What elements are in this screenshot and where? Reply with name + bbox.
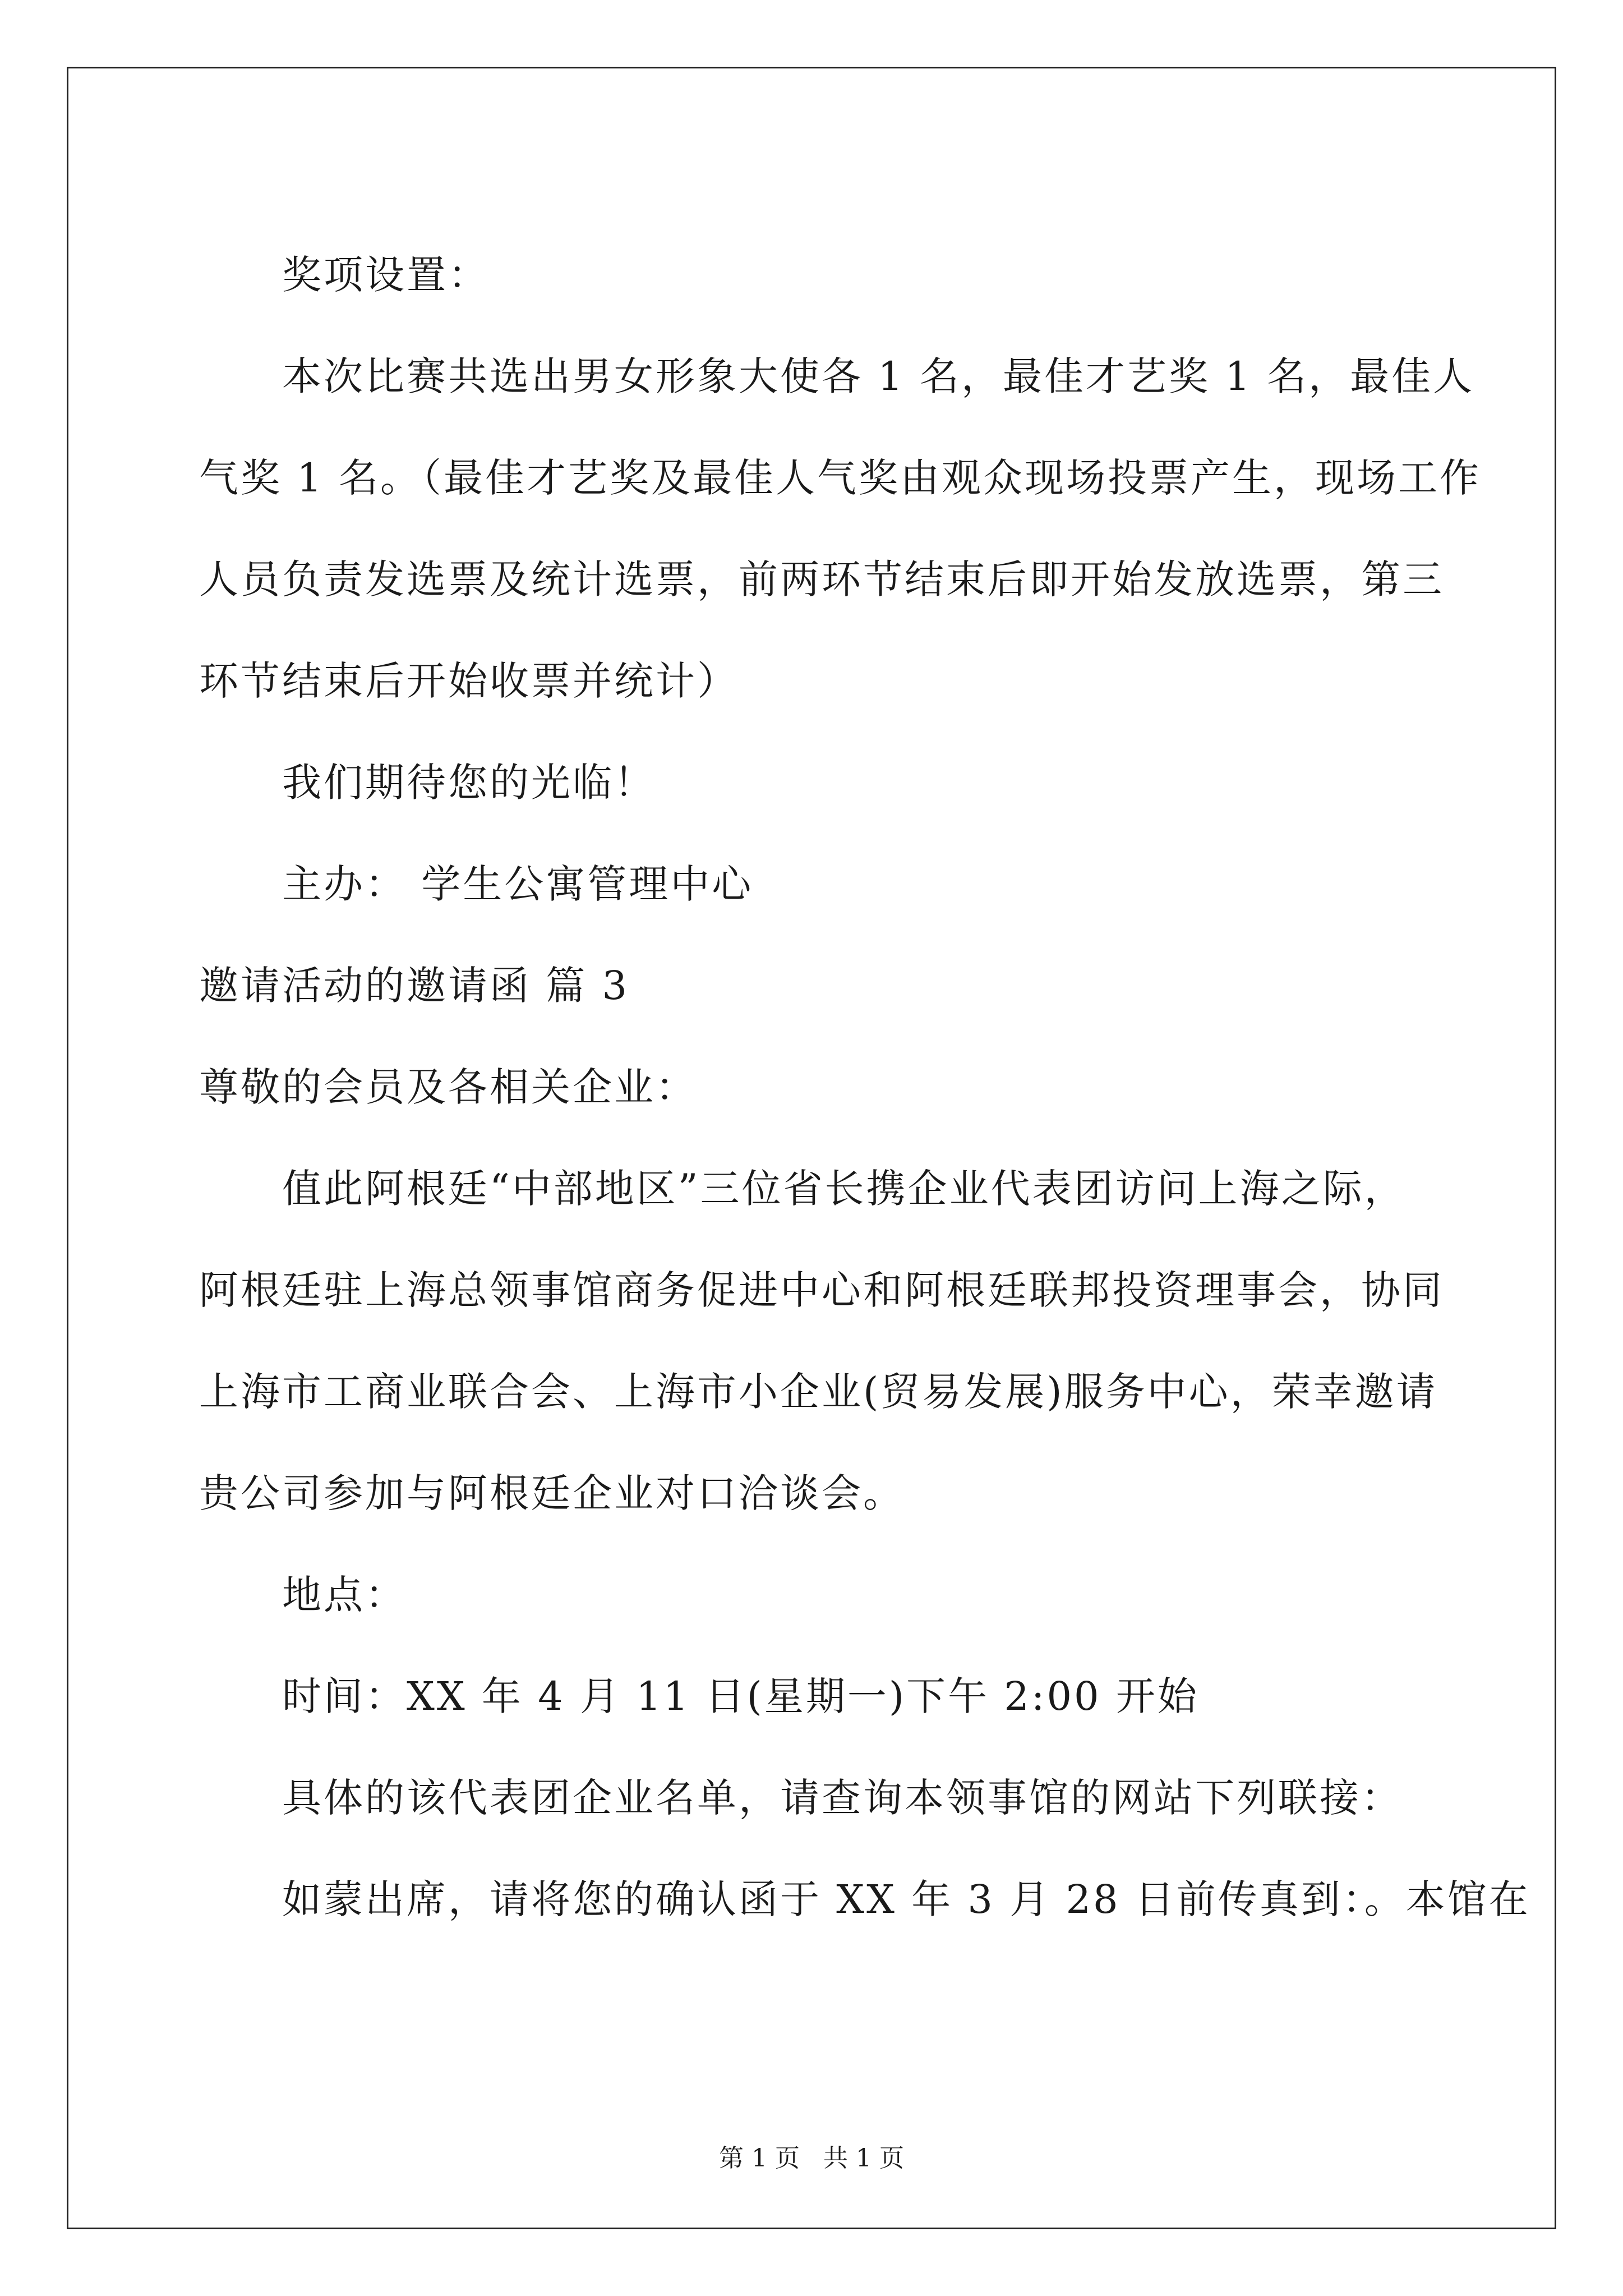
invitation-paragraph-line: 上海市工商业联合会、上海市小企业(贸易发展)服务中心，荣幸邀请 xyxy=(199,1369,1438,1415)
delegation-list-line: 具体的该代表团企业名单，请查询本领事馆的网站下列联接： xyxy=(282,1775,1403,1821)
location-line: 地点： xyxy=(282,1572,407,1618)
invitation-paragraph-line: 阿根廷驻上海总领事馆商务促进中心和阿根廷联邦投资理事会，协同 xyxy=(199,1267,1444,1313)
awards-paragraph-line: 本次比赛共选出男女形象大使各 1 名，最佳才艺奖 1 名，最佳人 xyxy=(282,353,1475,399)
time-line: 时间：XX 年 4 月 11 日(星期一)下午 2:00 开始 xyxy=(282,1673,1199,1719)
document-body xyxy=(199,224,1530,1950)
section-title: 邀请活动的邀请函 篇 3 xyxy=(199,963,630,1009)
salutation: 尊敬的会员及各相关企业： xyxy=(199,1064,697,1110)
organizer-line: 主办： 学生公寓管理中心 xyxy=(282,861,754,907)
closing-line: 我们期待您的光临！ xyxy=(282,760,656,806)
awards-paragraph-line: 环节结束后开始收票并统计） xyxy=(199,658,739,704)
invitation-paragraph-line: 贵公司参加与阿根廷企业对口洽谈会。 xyxy=(199,1470,905,1516)
awards-paragraph-line: 人员负责发选票及统计选票，前两环节结束后即开始发放选票，第三 xyxy=(199,556,1444,602)
invitation-paragraph-line: 值此阿根廷“中部地区”三位省长携企业代表团访问上海之际， xyxy=(282,1166,1406,1212)
awards-paragraph-line: 气奖 1 名。（最佳才艺奖及最佳人气奖由观众现场投票产生，现场工作 xyxy=(199,455,1482,501)
rsvp-line: 如蒙出席，请将您的确认函于 XX 年 3 月 28 日前传真到：。本馆在 xyxy=(282,1876,1530,1922)
awards-heading: 奖项设置： xyxy=(282,252,490,298)
page-number: 第 1 页 共 1 页 xyxy=(719,2144,904,2173)
